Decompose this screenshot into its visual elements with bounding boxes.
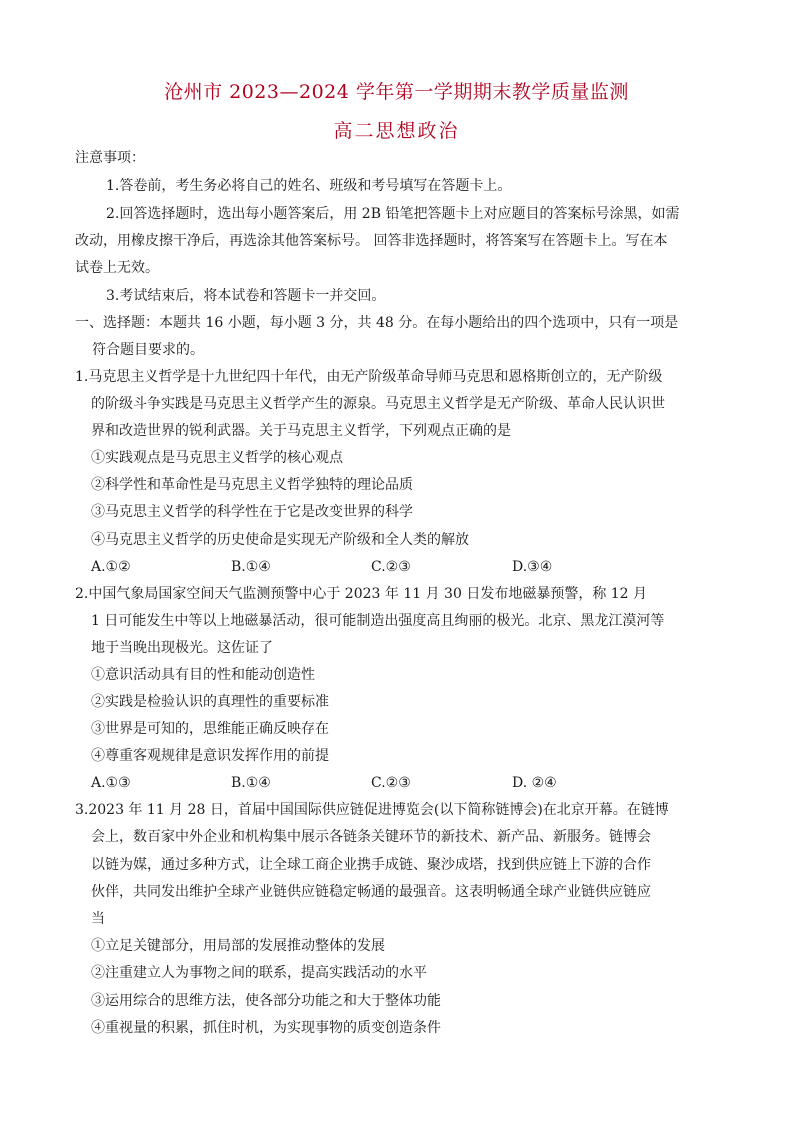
section-instructions-line-2: 符合题目要求的。 [92, 342, 204, 358]
question-1-choice-d: D.③④ [512, 559, 553, 575]
question-1-statement-2: ②科学性和革命性是马克思主义哲学独特的理论品质 [91, 477, 413, 493]
question-2-choice-d: D. ②④ [512, 775, 557, 791]
question-1-stem-line-3: 界和改造世界的锐利武器。关于马克思主义哲学，下列观点正确的是 [91, 423, 511, 439]
question-3-stem-line-5: 当 [91, 911, 105, 927]
question-2-stem-line-3: 地于当晚出现极光。这佐证了 [91, 640, 273, 656]
notice-item-2-line-1: 2.回答选择题时，选出每小题答案后，用 2B 铅笔把答题卡上对应题目的答案标号涂黑，如需 [106, 206, 680, 222]
question-2-choice-b: B.①④ [231, 775, 271, 791]
question-1-stem-line-1: 1.马克思主义哲学是十九世纪四十年代，由无产阶级革命导师马克思和恩格斯创立的，无产阶级 [75, 369, 663, 385]
question-3-statement-1: ①立足关键部分，用局部的发展推动整体的发展 [91, 938, 385, 954]
question-1-choice-a: A.①② [91, 559, 131, 575]
question-3-stem-line-1: 3.2023 年 11 月 28 日，首届中国国际供应链促进博览会(以下简称链博会)在北京开幕。在链博 [75, 802, 669, 818]
question-2-statement-4: ④尊重客观规律是意识发挥作用的前提 [91, 748, 329, 764]
question-1-statement-1: ①实践观点是马克思主义哲学的核心观点 [91, 450, 343, 466]
question-2-stem-line-1: 2.中国气象局国家空间天气监测预警中心于 2023 年 11 月 30 日发布地磁暴预警，称 12 月 [75, 586, 648, 602]
notice-item-1: 1.答卷前，考生务必将自己的姓名、班级和考号填写在答题卡上。 [106, 178, 512, 194]
question-2-statement-2: ②实践是检验认识的真理性的重要标准 [91, 694, 329, 710]
question-3-stem-line-3: 以链为媒，通过多种方式，让全球工商企业携手成链、聚沙成塔，找到供应链上下游的合作 [91, 857, 651, 873]
question-1-stem-line-2: 的阶级斗争实践是马克思主义哲学产生的源泉。马克思主义哲学是无产阶级、革命人民认识世 [91, 396, 665, 412]
question-1-choice-b: B.①④ [231, 559, 271, 575]
question-2-stem-line-2: 1 日可能发生中等以上地磁暴活动，很可能制造出强度高且绚丽的极光。北京、黑龙江漠河等 [91, 613, 665, 629]
question-1-statement-4: ④马克思主义哲学的历史使命是实现无产阶级和全人类的解放 [91, 532, 469, 548]
question-1-choice-c: C.②③ [371, 559, 411, 575]
notice-heading: 注意事项： [75, 150, 145, 166]
question-2-choice-a: A.①③ [91, 775, 131, 791]
question-3-statement-3: ③运用综合的思维方法，使各部分功能之和大于整体功能 [91, 993, 441, 1009]
question-1-statement-3: ③马克思主义哲学的科学性在于它是改变世界的科学 [91, 504, 413, 520]
question-2-choice-c: C.②③ [371, 775, 411, 791]
section-instructions-line-1: 一、选择题：本题共 16 小题，每小题 3 分，共 48 分。在每小题给出的四个选项中，只有一项是 [75, 315, 679, 331]
question-3-stem-line-2: 会上，数百家中外企业和机构集中展示各链条关键环节的新技术、新产品、新服务。链博会 [91, 829, 651, 845]
exam-subject: 高二思想政治 [333, 120, 460, 142]
question-3-statement-4: ④重视量的积累，抓住时机，为实现事物的质变创造条件 [91, 1020, 441, 1036]
notice-item-3: 3.考试结束后，将本试卷和答题卡一并交回。 [106, 288, 386, 304]
notice-item-2-line-2: 改动，用橡皮擦干净后，再选涂其他答案标号。 回答非选择题时，将答案写在答题卡上。写在本 [75, 233, 668, 249]
question-2-statement-3: ③世界是可知的，思维能正确反映存在 [91, 721, 329, 737]
question-2-statement-1: ①意识活动具有目的性和能动创造性 [91, 667, 315, 683]
exam-title: 沧州市 2023—2024 学年第一学期期末教学质量监测 [164, 81, 629, 103]
question-3-stem-line-4: 伙伴，共同发出维护全球产业链供应链稳定畅通的最强音。这表明畅通全球产业链供应链应 [91, 884, 651, 900]
notice-item-2-line-3: 试卷上无效。 [75, 260, 159, 276]
question-3-statement-2: ②注重建立人为事物之间的联系，提高实践活动的水平 [91, 965, 427, 981]
